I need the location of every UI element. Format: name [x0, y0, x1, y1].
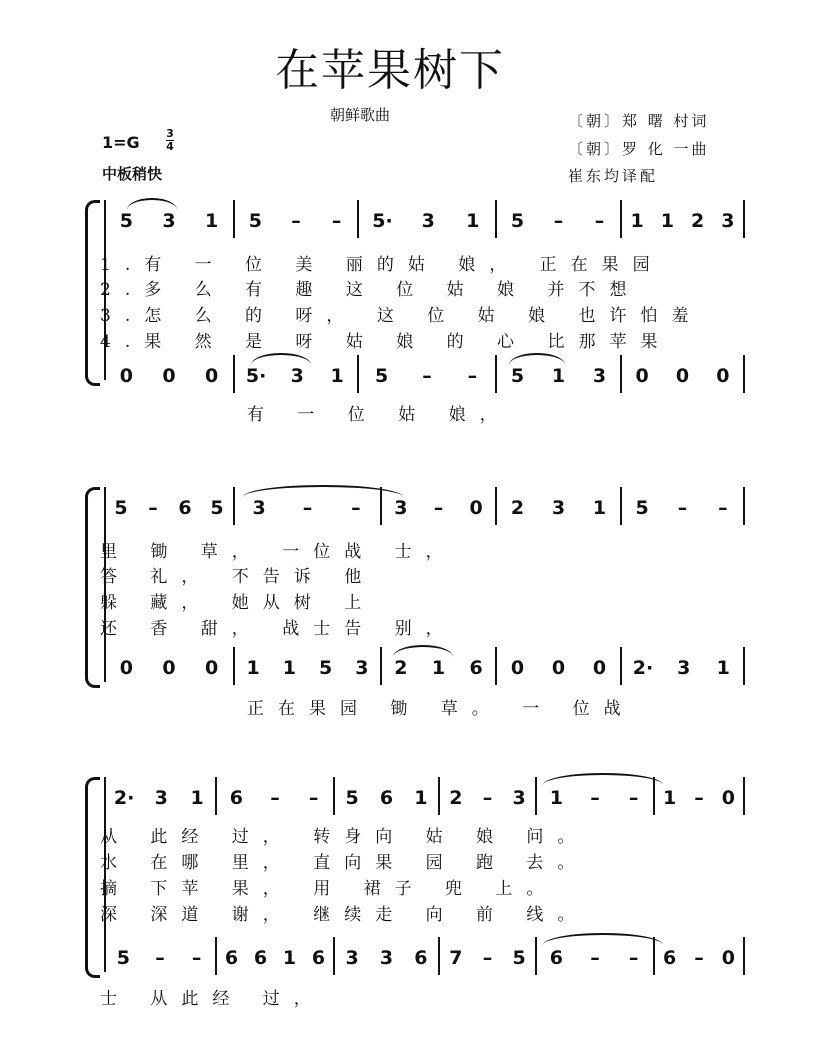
system-brace [85, 487, 100, 688]
lower-lyrics: 正在果园 锄 草。 一 位战 [247, 699, 635, 719]
slur [251, 353, 311, 365]
upper-part [105, 200, 745, 240]
measure: 2 – 3 [449, 787, 526, 809]
measure: 1 – 0 [663, 787, 735, 809]
measure: 6 – 0 [663, 947, 735, 969]
lower-part [105, 937, 745, 977]
measure: 5 – – [375, 365, 478, 387]
verse-3: 躲 藏， 她从树 上 [100, 593, 376, 613]
measure: 5 – 6 5 [114, 497, 224, 519]
verse-3: 3.怎 么 的 呀， 这 位 姑 娘 也许怕羞 [100, 306, 703, 326]
song-title: 在苹果树下 [275, 45, 505, 96]
measure: 5 3 1 [119, 210, 219, 232]
measure: 7 – 5 [449, 947, 526, 969]
verse-2: 答 礼， 不告诉 他 [100, 567, 376, 587]
measure: 6 – – [549, 947, 639, 969]
system-brace [85, 200, 100, 386]
tempo-marking: 中板稍快 [102, 165, 163, 183]
verse-4: 4.果 然 是 呀 姑 娘 的 心 比那苹果 [100, 332, 672, 352]
slur [127, 198, 177, 210]
measure: 0 0 0 [510, 657, 607, 679]
measure: 3 – 0 [394, 497, 483, 519]
slur [393, 645, 453, 657]
measure: 6 6 1 6 [224, 947, 326, 969]
measure: 1 1 2 3 [630, 210, 735, 232]
tie [243, 485, 403, 497]
lyricist-credit: 〔朝〕郑 曙 村词 [568, 112, 710, 130]
measure: 6 – – [229, 787, 319, 809]
key-signature: 1=G [102, 133, 140, 152]
measure: 2· 3 1 [113, 787, 204, 809]
song-origin: 朝鲜歌曲 [330, 106, 391, 124]
slur [509, 353, 565, 365]
measure: 5 – – [635, 497, 728, 519]
verse-1: 里 锄 草， 一位战 士， [100, 542, 457, 562]
tie [543, 773, 663, 785]
measure: 3 3 6 [345, 947, 428, 969]
measure: 0 0 0 [119, 365, 219, 387]
system-brace [85, 777, 100, 978]
music-system-1 [85, 195, 755, 425]
lower-part [105, 355, 745, 395]
time-signature [166, 129, 174, 152]
time-signature-top: 3 [166, 127, 174, 140]
upper-part [105, 777, 745, 817]
lower-lyrics: 有 一 位 姑 娘， [247, 405, 511, 425]
verse-3: 摘 下苹 果， 用 裙子 兜 上。 [100, 879, 558, 899]
lower-part [105, 647, 745, 687]
measure: 5 6 1 [345, 787, 428, 809]
composer-credit: 〔朝〕罗 化 一曲 [568, 140, 710, 158]
verse-2: 2.多 么 有 趣 这 位 姑 娘 并不想 [100, 280, 641, 300]
lower-lyrics: 士 从此经 过， [100, 989, 325, 1009]
measure: 1 – – [549, 787, 639, 809]
verse-1: 从 此经 过， 转身向 姑 娘 问。 [100, 827, 589, 847]
time-signature-bottom: 4 [166, 140, 174, 153]
verse-4: 还 香 甜， 战士告 别， [100, 619, 457, 639]
measure: 5 – – [248, 210, 342, 232]
measure: 5· 3 1 [245, 365, 344, 387]
measure: 2 3 1 [510, 497, 607, 519]
verse-1: 1.有 一 位 美 丽的姑 娘， 正在果园 [100, 255, 664, 275]
music-system-2 [85, 482, 755, 722]
measure: 5 – – [116, 947, 202, 969]
tie [543, 933, 663, 945]
measure: 5 – – [510, 210, 605, 232]
measure: 5· 3 1 [372, 210, 480, 232]
upper-part [105, 487, 745, 527]
measure: 2 1 6 [394, 657, 483, 679]
verse-4: 深 深道 谢， 继续走 向 前 线。 [100, 905, 589, 925]
measure: 0 0 0 [119, 657, 219, 679]
verse-2: 水 在哪 里， 直向果 园 跑 去。 [100, 853, 589, 873]
measure: 0 0 0 [635, 365, 730, 387]
measure: 1 1 5 3 [246, 657, 369, 679]
measure: 5 1 3 [510, 365, 607, 387]
measure: 2· 3 1 [632, 657, 730, 679]
measure: 3 – – [252, 497, 361, 519]
music-system-3 [85, 772, 755, 1012]
translator-credit: 崔东均译配 [568, 167, 659, 185]
